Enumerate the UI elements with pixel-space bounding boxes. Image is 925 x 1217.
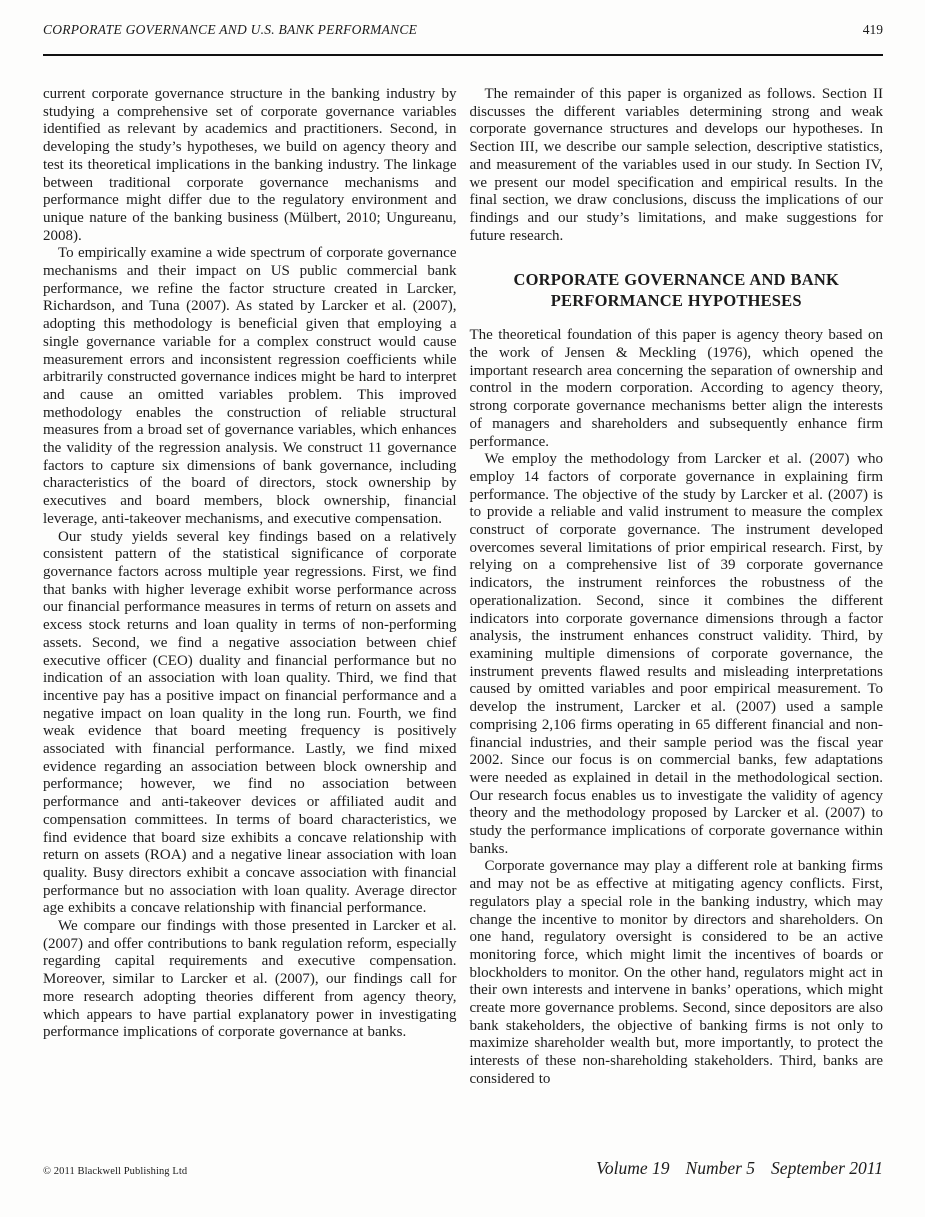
two-column-body [43, 86, 883, 1089]
copyright-notice: © 2011 Blackwell Publishing Ltd [43, 1166, 188, 1177]
number-label: Number 5 [685, 1158, 756, 1178]
page-header [43, 22, 883, 38]
page-number: 419 [862, 22, 883, 37]
paragraph: To empirically examine a wide spectrum of corporate governance mechanisms and their impact on US public commercial bank performance, we refine the factor structure created in Larcker, Richardson, and Tuna (2007). As stated by Larcker et al. (2007), adopting this methodology is beneficial given that employing a single governance variable for a complex construct would cause measurement errors and inconsistent regression coefficients while arbitrarily constructed governance indices might be hard to interpret and cause an omitted variables problem. This improved methodology enables the construction of reliable structural measures from a broad set of governance variables, which enhances the validity of the regression analysis. We construct 11 governance factors to capture six dimensions of bank governance, including characteristics of the board of directors, stock ownership by executives and board members, block ownership, financial leverage, anti-takeover mechanisms, and executive compensation. [43, 245, 457, 527]
header-rule [43, 54, 883, 56]
paragraph: Corporate governance may play a different role at banking firms and may not be as effective at mitigating agency conflicts. First, regulators play a special role in the banking industry, which may change the incentive to monitor by directors and shareholders. On one hand, regulatory oversight is considered to be an active monitoring force, which might limit the incentives of boards or blockholders to monitor. On the other hand, regulators might act in their own interests and intervene in banks’ operations, which might create more governance problems. Second, since depositors are also bank stakeholders, the objective of banking firms is not only to maximize shareholder wealth but, more importantly, to protect the interests of these non-shareholding stakeholders. Third, banks are considered to [469, 858, 883, 1087]
right-column [470, 86, 884, 1089]
issue-info [596, 1158, 883, 1179]
paragraph: The theoretical foundation of this paper is agency theory based on the work of Jensen & Meckling (1976), which opened the important research area concerning the separation of ownership and control in the modern corporation. According to agency theory, strong corporate governance mechanisms better align the interests of managers and shareholders and subsequently enhance firm performance. [469, 327, 883, 450]
paragraph: Our study yields several key findings based on a relatively consistent pattern of the statistical significance of corporate governance factors across multiple year regressions. First, we find that banks with higher leverage exhibit worse performance across our financial performance measures in terms of return on assets and excess stock returns and loan quality in terms of non-performing assets. Second, we find a negative association between chief executive officer (CEO) duality and financial performance but no indication of an association with loan quality. Third, we find that incentive pay has a positive impact on financial performance and a negative impact on loan quality in the long run. Fourth, we find weak evidence that board meeting frequency is positively associated with financial performance. Lastly, we find mixed evidence regarding an association between block ownership and performance; however, we find no association between performance and anti-takeover devices or affiliated audit and compensation committees. In terms of board characteristics, we find evidence that board size exhibits a concave relationship with return on assets (ROA) and a negative linear association with loan quality. Busy directors exhibit a concave association with financial performance but no association with loan quality. Average director age exhibits a concave relationship with financial performance. [43, 528, 457, 917]
paragraph: current corporate governance structure in the banking industry by studying a comprehensive set of corporate governance variables identified as relevant by academics and practitioners. Second, in developing the study’s hypotheses, we build on agency theory and test its theoretical implications in the banking industry. The linkage between traditional corporate governance mechanisms and performance might differ due to the regulatory environment and unique nature of the banking business (Mülbert, 2010; Ungureanu, 2008). [43, 86, 457, 244]
section-heading: CORPORATE GOVERNANCE AND BANK PERFORMANCE HYPOTHESES [513, 270, 840, 311]
page-footer [43, 1158, 883, 1179]
running-head: CORPORATE GOVERNANCE AND U.S. BANK PERFORMANCE [43, 22, 418, 37]
paragraph: The remainder of this paper is organized as follows. Section II discusses the different variables determining strong and weak corporate governance structures and develops our hypotheses. In Section III, we describe our sample selection, descriptive statistics, and measurement of the variables used in our study. In Section IV, we present our model specification and empirical results. In the final section, we draw conclusions, discuss the implications of our findings and our study’s limitations, and make suggestions for future research. [469, 86, 883, 244]
volume-label: Volume 19 [596, 1158, 670, 1178]
left-column [43, 86, 457, 1089]
paragraph: We compare our findings with those presented in Larcker et al. (2007) and offer contributions to bank regulation reform, especially regarding capital requirements and executive compensation. Moreover, similar to Larcker et al. (2007), our findings call for more research adopting theories different from agency theory, which appears to have partial explanatory power in investigating performance implications of corporate governance at banks. [43, 918, 457, 1041]
date-label: September 2011 [771, 1158, 883, 1178]
paragraph: We employ the methodology from Larcker et al. (2007) who employ 14 factors of corporate governance in explaining firm performance. The objective of the study by Larcker et al. (2007) is to provide a reliable and valid instrument to measure the complex construct of corporate governance. The instrument developed overcomes several limitations of prior empirical research. First, by relying on a comprehensive list of 39 corporate governance indicators, the instrument reinforces the robustness of the operationalization. Second, since it combines the different indicators into corporate governance dimensions through a factor analysis, the instrument enhances construct validity. Third, by examining multiple dimensions of corporate governance, the instrument prevents flawed results and misleading interpretations caused by omitted variables and poor empirical measurement. To develop the instrument, Larcker et al. (2007) used a sample comprising 2,106 firms operating in 65 different financial and non-financial industries, and their sample period was the fiscal year 2002. Since our focus is on commercial banks, few adaptations were needed as explained in detail in the methodological section. Our research focus enables us to investigate the validity of agency theory and the methodology proposed by Larcker et al. (2007) to study the performance implications of corporate governance within banks. [469, 451, 883, 857]
